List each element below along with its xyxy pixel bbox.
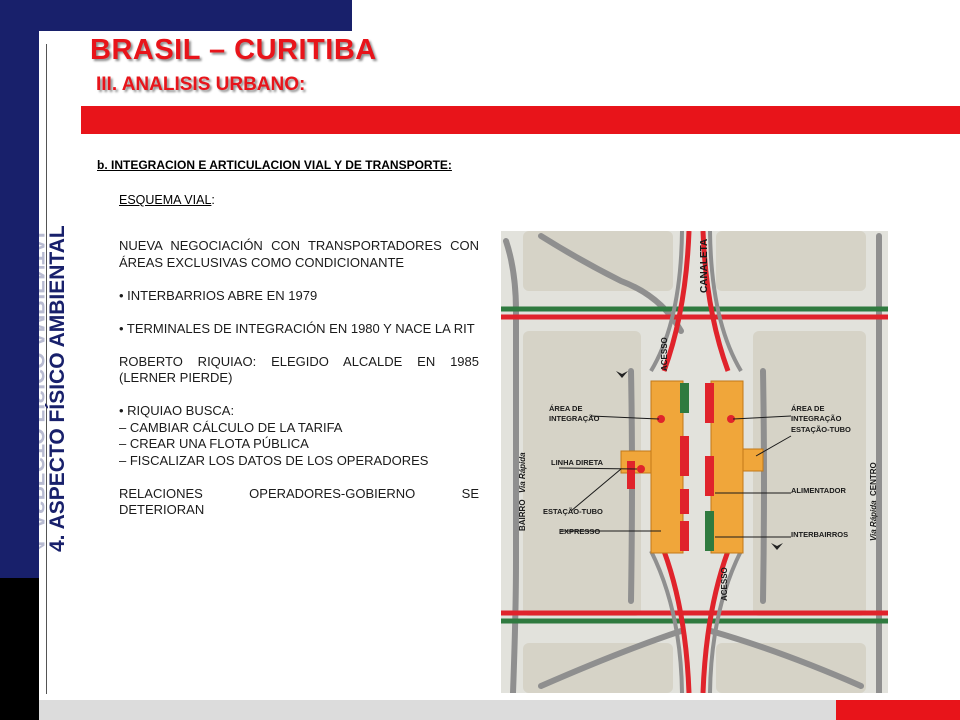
subsection-heading-text: ESQUEMA VIAL — [119, 193, 212, 207]
label-area-integracao-left-2: INTEGRAÇÃO — [549, 414, 600, 423]
bullet-interbarrios: • INTERBARRIOS ABRE EN 1979 — [119, 287, 318, 303]
marker-dot-linha-direta — [637, 465, 645, 473]
label-expresso: EXPRESSO — [559, 527, 601, 536]
vertical-title-area — [18, 160, 74, 560]
left-black-block — [0, 578, 39, 720]
page-title: BRASIL – CURITIBA — [90, 34, 377, 66]
bullet-terminales: • TERMINALES DE INTEGRACIÓN EN 1980 Y NACE LA RIT — [119, 320, 475, 336]
vertical-title-reflection: 4. ASPECTO FÍSICO AMBIENTAL — [25, 225, 48, 552]
terminal-left — [651, 381, 683, 553]
label-estacao-tubo-right: ESTAÇÃO-TUBO — [791, 425, 851, 434]
subsection-heading-colon: : — [211, 193, 215, 207]
label-interbairros: INTERBAIRROS — [791, 530, 849, 539]
closing-paragraph: RELACIONES OPERADORES-GOBIERNO SE DETERIORAN — [119, 485, 479, 517]
body-text — [119, 238, 479, 535]
header-red-bar — [81, 106, 960, 134]
footer-red-accent — [836, 700, 960, 720]
terminal-right — [711, 381, 743, 553]
footer-strip — [39, 700, 960, 720]
label-area-integracao-right: ÁREA DE — [791, 404, 825, 413]
bullet-riquiao-busca: • RIQUIAO BUSCA: — [119, 403, 235, 418]
label-alimentador: ALIMENTADOR — [791, 486, 846, 495]
intro-paragraph: NUEVA NEGOCIACIÓN CON TRANSPORTADORES CON ÁREAS EXCLUSIVAS COMO CONDICIONANTE — [119, 238, 479, 270]
label-via-rapida-left: Via Rápida — [518, 452, 527, 493]
label-area-integracao-right-2: INTEGRAÇÃO — [791, 414, 842, 423]
riquiao-paragraph: ROBERTO RIQUIAO: ELEGIDO ALCALDE EN 1985 (LERNER PIERDE) — [119, 353, 479, 385]
section-heading: b. INTEGRACION E ARTICULACION VIAL Y DE TRANSPORTE: — [97, 158, 452, 172]
label-bairro: BAIRRO — [518, 499, 527, 531]
page-subtitle: III. ANALISIS URBANO: — [96, 74, 306, 95]
label-estacao-tubo-left: ESTAÇÃO-TUBO — [543, 507, 603, 516]
label-linha-direta: LINHA DIRETA — [551, 458, 604, 467]
subsection-heading — [119, 193, 215, 207]
tube-station-right — [743, 449, 763, 471]
tube-station-left — [621, 451, 651, 473]
label-acesso-bottom: ACESSO — [720, 567, 729, 601]
label-via-rapida-right: Via Rápida — [869, 500, 878, 541]
label-area-integracao-left: ÁREA DE — [549, 404, 583, 413]
dash-item-flota: – CREAR UNA FLOTA PÚBLICA — [119, 436, 309, 451]
label-centro: CENTRO — [869, 462, 878, 496]
label-canaleta: CANALETA — [699, 238, 710, 293]
road-system-diagram — [501, 231, 888, 693]
top-navy-bar — [0, 0, 352, 31]
dash-item-fiscalizar: – FISCALIZAR LOS DATOS DE LOS OPERADORES — [119, 452, 429, 468]
label-acesso-top: ACESSO — [660, 337, 669, 371]
vertical-title: 4. ASPECTO FÍSICO AMBIENTAL — [46, 225, 69, 552]
dash-item-tarifa: – CAMBIAR CÁLCULO DE LA TARIFA — [119, 419, 343, 435]
